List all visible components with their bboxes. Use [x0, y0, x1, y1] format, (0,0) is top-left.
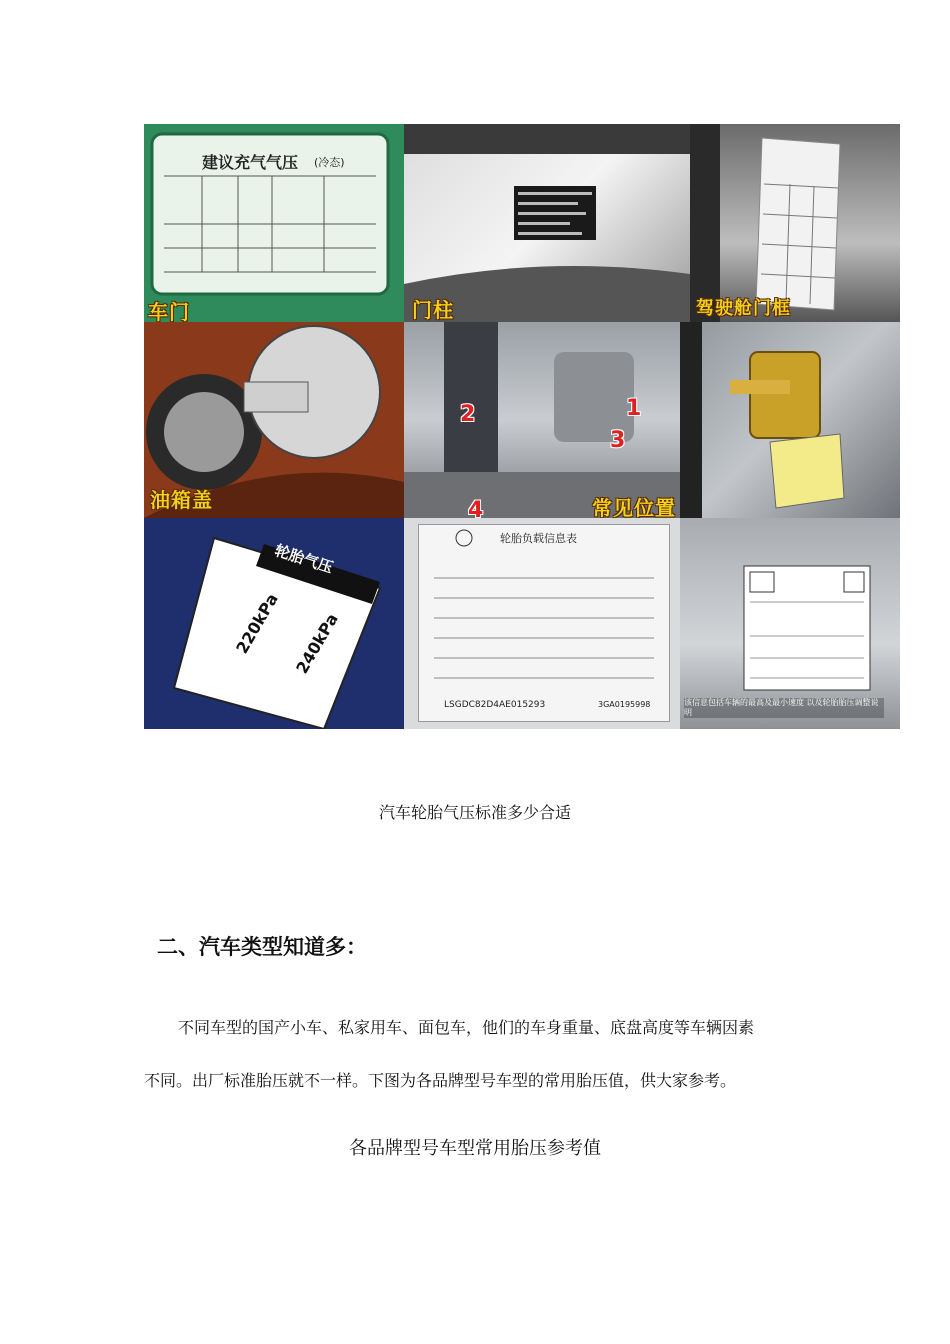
location-number-3: 3 — [610, 428, 626, 453]
blue-sticker-title: 轮胎气压 — [272, 541, 336, 577]
load-info-vin: LSGDC82D4AE015293 — [444, 700, 546, 710]
location-number-1: 1 — [626, 396, 642, 421]
figure-caption-brand-pressures: 各品牌型号车型常用胎压参考值 — [349, 1138, 601, 1159]
tile-pillar — [404, 124, 690, 322]
paragraph-line-2: 不同。出厂标准胎压就不一样。下图为各品牌型号车型的常用胎压值，供大家参考。 — [144, 1071, 737, 1090]
door-sticker-title: 建议充气气压 — [202, 153, 299, 172]
blue-sticker-pressure-rear: 240kPa — [292, 610, 342, 677]
location-number-2: 2 — [460, 402, 476, 427]
tile-label-door-frame: 驾驶舱门框 — [696, 298, 791, 319]
tile-fuel-cap — [144, 322, 404, 518]
tile-label-pillar: 门柱 — [412, 298, 454, 322]
section-heading: 二、汽车类型知道多： — [157, 935, 367, 959]
tile-door-latch — [680, 322, 900, 518]
pillar-sticker-graphic — [404, 124, 690, 322]
load-info-lines — [404, 518, 680, 729]
tile-common-locations — [404, 322, 680, 518]
location-number-4: 4 — [468, 498, 484, 518]
door-sticker-note: (冷态) — [314, 156, 345, 169]
load-info-code: 3GA0195998 — [598, 700, 651, 709]
tile-door-frame — [690, 124, 900, 322]
tile-placard — [680, 518, 900, 729]
blue-sticker-pressure-front: 220kPa — [232, 590, 282, 657]
tile-label-fuel-cap: 油箱盖 — [150, 488, 213, 512]
blue-door-sticker-graphic — [144, 518, 404, 729]
door-latch-graphic — [680, 322, 900, 518]
door-frame-sticker-graphic — [690, 124, 900, 322]
tile-door-sticker — [144, 124, 404, 322]
tile-load-info-sheet — [404, 518, 680, 729]
load-info-title: 轮胎负载信息表 — [500, 532, 577, 545]
paragraph-line-1: 不同车型的国产小车、私家用车、面包车，他们的车身重量、底盘高度等车辆因素 — [178, 1018, 755, 1037]
tile-label-common-locations: 常见位置 — [592, 496, 676, 518]
placard-note: 该信息包括车辆的最高及最小速度 以及轮胎胎压调整说明 — [684, 698, 884, 718]
tile-label-door: 车门 — [148, 300, 190, 322]
tire-pressure-photo-collage — [144, 124, 900, 729]
figure-caption-tire-pressure: 汽车轮胎气压标准多少合适 — [378, 803, 571, 822]
tile-blue-door-sticker — [144, 518, 404, 729]
